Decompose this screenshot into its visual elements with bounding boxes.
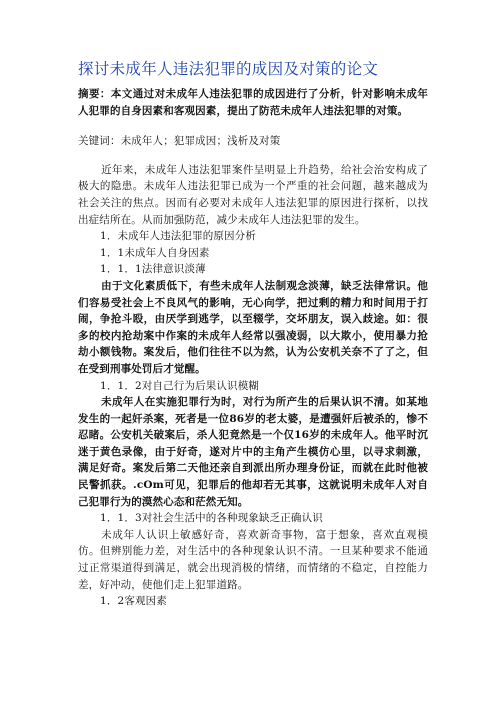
paragraph-1: 由于文化素质低下，有些未成年人法制观念淡薄，缺乏法律常识。他们容易受社会上不良风气的影响，无心向学，把过剩的精力和时间用于打闹，争抢斗殴，由厌学到逃学，以至辍学，交坏朋友，误入歧途。如：很多的校内抢劫案中作案的未成年人经常以强凌弱，以大欺小，使用暴力抢劫小额钱物。案发后，他们往往不以为然，认为公安机关奈不了了之，但在受到刑事处罚后才觉醒。 [78,279,428,375]
keywords: 关键词：未成年人；犯罪成因；浅析及对策 [78,135,281,148]
document-title: 探讨未成年人违法犯罪的成因及对策的论文 [78,60,379,78]
section-heading-1: 1．未成年人违法犯罪的原因分析 [100,230,256,243]
subsection-heading-1-2: 1．2客观因素 [100,595,167,608]
subsubsection-heading-1-1-1: 1．1．1法律意识淡薄 [100,263,206,276]
subsection-heading-1-1: 1．1未成年人自身因素 [100,246,210,259]
subsubsection-heading-1-1-3: 1．1．3对社会生活中的各种现象缺乏正确认识 [100,512,323,525]
intro-paragraph: 近年来，未成年人违法犯罪案件呈明显上升趋势，给社会治安构成了极大的隐患。未成年人违法犯罪已成为一个严重的社会问题，越来越成为社会关注的焦点。因而有必要对未成年人违法犯罪的原因进行探析，以找出症结所在。从而加强防范，减少未成年人违法犯罪的发生。 [78,163,428,226]
spacer [78,119,428,133]
paragraph-2: 未成年人在实施犯罪行为时，对行为所产生的后果认识不清。如某地发生的一起奸杀案，死者是一位86岁的老太婆，是遭强奸后被杀的，惨不忍睹。公安机关破案后，杀人犯竟然是一个仅16岁的未成年人。他平时沉迷于黄色录像，由于好奇，遂对片中的主角产生模仿心里，以寻求刺激，满足好奇。案发后第二天他还亲自到派出所办理身份证，而就在此时他被民警抓获。.cOm可见，犯罪后的他却若无其事，这就说明未成年人对自己犯罪行为的漠然心态和茫然无知。 [78,396,428,508]
abstract: 摘要：本文通过对未成年人违法犯罪的成因进行了分析，针对影响未成年人犯罪的自身因素和客观因素，提出了防范未成年人违法犯罪的对策。 [78,88,428,117]
subsubsection-heading-1-1-2: 1．1．2对自己行为后果认识模糊 [100,379,259,392]
paragraph-3: 未成年人认识上敏感好奇，喜欢新奇事物，富于想象，喜欢直观模仿。但辨别能力差，对生活中的各种现象认识不清。一旦某种要求不能通过正常渠道得到满足，就会出现消极的情绪，而情绪的不稳定，自控能力差，好冲动，使他们走上犯罪道路。 [78,528,428,591]
